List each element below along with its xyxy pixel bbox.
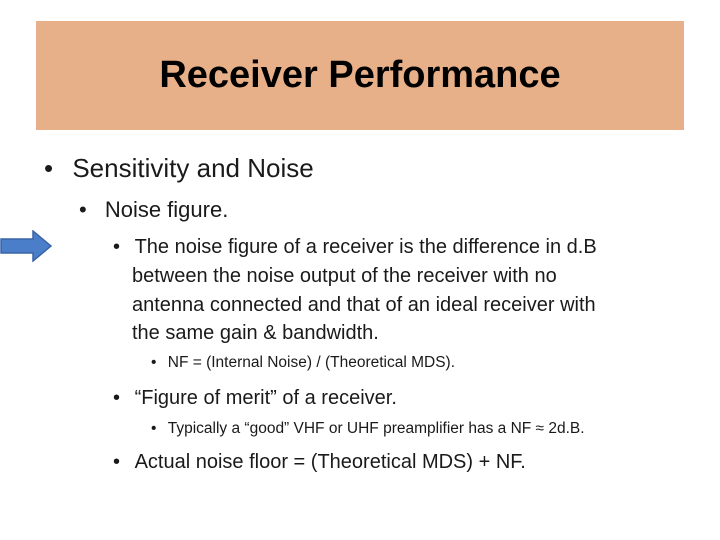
bullet-figure-of-merit xyxy=(113,388,397,408)
bullet-text: Noise figure. xyxy=(104,197,229,222)
bullet-marker: • xyxy=(151,354,157,371)
bullet-marker: • xyxy=(113,451,121,473)
bullet-text: Actual noise floor = (Theoretical MDS) + NF. xyxy=(134,451,526,473)
bullet-noise-figure-definition xyxy=(113,237,597,257)
bullet-marker: • xyxy=(113,236,121,258)
bullet-actual-noise-floor xyxy=(113,452,526,472)
bullet-noise-figure xyxy=(79,199,228,221)
definition-line-3: antenna connected and that of an ideal receiver with xyxy=(132,294,596,316)
bullet-text: “Figure of merit” of a receiver. xyxy=(134,387,397,409)
bullet-text: Sensitivity and Noise xyxy=(72,153,314,183)
bullet-text: NF = (Internal Noise) / (Theoretical MDS). xyxy=(167,354,456,371)
definition-line-2: between the noise output of the receiver with no xyxy=(132,265,557,287)
slide-title: Receiver Performance xyxy=(159,54,561,96)
bullet-marker: • xyxy=(79,197,87,222)
bullet-marker: • xyxy=(44,153,54,183)
definition-line-1: The noise figure of a receiver is the difference in d.B xyxy=(134,236,597,258)
bullet-text: Typically a “good” VHF or UHF preamplifier has a NF ≈ 2d.B. xyxy=(167,420,585,437)
bullet-sensitivity-and-noise xyxy=(44,155,314,181)
bullet-marker: • xyxy=(151,420,157,437)
right-arrow-icon xyxy=(0,230,52,262)
bullet-nf-formula xyxy=(151,355,455,371)
bullet-preamplifier-nf xyxy=(151,421,585,437)
definition-line-4: the same gain & bandwidth. xyxy=(132,322,379,344)
bullet-marker: • xyxy=(113,387,121,409)
